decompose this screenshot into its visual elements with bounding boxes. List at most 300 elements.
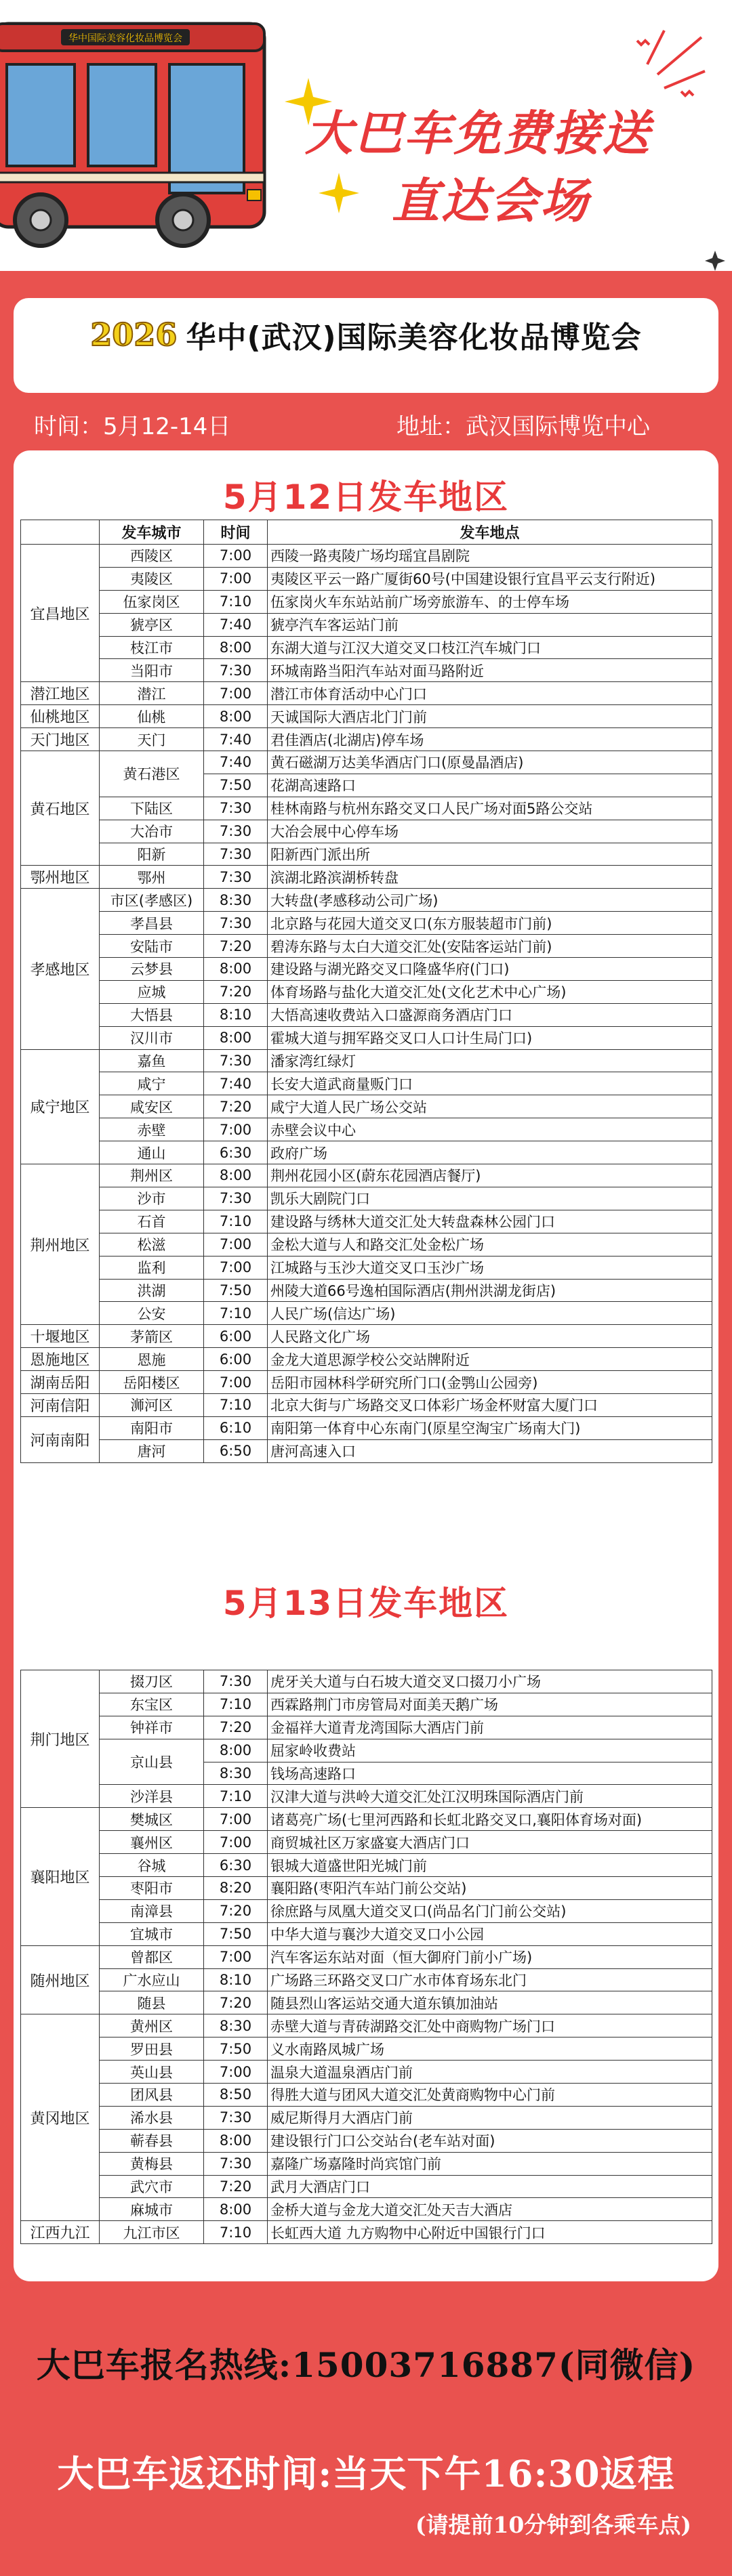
- location-cell: 银城大道盛世阳光城门前: [268, 1854, 712, 1877]
- table-row: [21, 1439, 712, 1462]
- location-cell: 滨湖北路滨湖桥转盘: [268, 866, 712, 889]
- city-cell: 唐河: [100, 1439, 204, 1462]
- location-cell: 诸葛亮广场(七里河西路和长虹北路交叉口,襄阳体育场对面): [268, 1808, 712, 1831]
- table-row: [21, 1118, 712, 1141]
- time-cell: 7:00: [204, 682, 268, 705]
- time-cell: 8:00: [204, 636, 268, 659]
- location-cell: 南阳第一体育中心东南门(原星空淘宝广场南大门): [268, 1416, 712, 1439]
- location-cell: 君佳酒店(北湖店)停车场: [268, 728, 712, 751]
- table-row: [21, 912, 712, 935]
- time-cell: 7:00: [204, 545, 268, 568]
- location-cell: 西陵一路夷陵广场均瑶宜昌剧院: [268, 545, 712, 568]
- table-row: [21, 1945, 712, 1968]
- location-cell: 霍城大道与拥军路交叉口人口计生局门口): [268, 1026, 712, 1049]
- city-cell: 黄州区: [100, 2014, 204, 2037]
- region-cell: 黄冈地区: [21, 2014, 100, 2221]
- time-cell: 8:50: [204, 2084, 268, 2107]
- city-cell: 嘉鱼: [100, 1049, 204, 1072]
- city-cell: 天门: [100, 728, 204, 751]
- table-row: [21, 1141, 712, 1164]
- table-row: [21, 1003, 712, 1026]
- table-row: [21, 1670, 712, 1693]
- city-cell: 大悟县: [100, 1003, 204, 1026]
- location-cell: 北京大街与广场路交叉口体彩广场金杯财富大厦门口: [268, 1393, 712, 1416]
- city-cell: 广水应山: [100, 1968, 204, 1991]
- table-row: [21, 1808, 712, 1831]
- city-cell: 岳阳楼区: [100, 1371, 204, 1394]
- time-cell: 7:00: [204, 1808, 268, 1831]
- region-cell: 随州地区: [21, 1945, 100, 2014]
- slogan-line-2: 直达会场: [392, 173, 590, 229]
- table-row: [21, 889, 712, 912]
- time-cell: 7:30: [204, 820, 268, 843]
- table-row: [21, 1899, 712, 1922]
- city-cell: 黄梅县: [100, 2152, 204, 2175]
- table-row: [21, 751, 712, 774]
- day2-section-title: 5月13日发车地区: [222, 1584, 510, 1623]
- city-cell: 曾都区: [100, 1945, 204, 1968]
- location-cell: 襄阳路(枣阳汽车站门前公交站): [268, 1877, 712, 1900]
- city-cell: 监利: [100, 1256, 204, 1279]
- city-cell: 茅箭区: [100, 1325, 204, 1348]
- location-cell: 虎牙关大道与白石坡大道交叉口掇刀小广场: [268, 1670, 712, 1693]
- table-row: [21, 2175, 712, 2198]
- time-cell: 7:00: [204, 1945, 268, 1968]
- return-time: 大巴车返还时间:当天下午16:30返程: [57, 2452, 675, 2495]
- svg-text:华中国际美容化妆品博览会: 华中国际美容化妆品博览会: [68, 33, 182, 44]
- table-row: [21, 1991, 712, 2014]
- city-cell: 黄石港区: [100, 751, 204, 797]
- time-cell: 8:00: [204, 1164, 268, 1187]
- table-row: [21, 2037, 712, 2061]
- table-row: [21, 980, 712, 1003]
- top-banner: [0, 0, 732, 271]
- time-cell: 7:30: [204, 2106, 268, 2129]
- city-cell: 浠水县: [100, 2106, 204, 2129]
- city-cell: 鄂州: [100, 866, 204, 889]
- table-row: [21, 2221, 712, 2244]
- location-cell: 咸宁大道人民广场公交站: [268, 1095, 712, 1118]
- time-cell: 7:20: [204, 2175, 268, 2198]
- city-cell: 伍家岗区: [100, 590, 204, 613]
- location-cell: 荆州花园小区(蔚东花园酒店餐厅): [268, 1164, 712, 1187]
- location-cell: 钱场高速路口: [268, 1762, 712, 1785]
- table-row: [21, 2106, 712, 2129]
- city-cell: 仙桃: [100, 705, 204, 728]
- city-cell: 随县: [100, 1991, 204, 2014]
- time-cell: 7:30: [204, 866, 268, 889]
- region-cell: 孝感地区: [21, 889, 100, 1049]
- table-row: [21, 2198, 712, 2221]
- time-cell: 6:00: [204, 1348, 268, 1371]
- location-cell: 大转盘(孝感移动公司广场): [268, 889, 712, 912]
- location-cell: 岳阳市园林科学研究所门口(金鹗山公园旁): [268, 1371, 712, 1394]
- city-cell: 枣阳市: [100, 1877, 204, 1900]
- table-row: [21, 1693, 712, 1716]
- time-cell: 7:10: [204, 1393, 268, 1416]
- table-row: [21, 1210, 712, 1233]
- table-row: [21, 728, 712, 751]
- time-cell: 7:50: [204, 774, 268, 797]
- arrival-note: (请提前10分钟到各乘车点): [415, 2512, 691, 2538]
- city-cell: 西陵区: [100, 545, 204, 568]
- location-cell: 夷陵区平云一路广厦街60号(中国建设银行宜昌平云支行附近): [268, 567, 712, 590]
- table-row: [21, 705, 712, 728]
- time-cell: 7:00: [204, 2061, 268, 2084]
- location-cell: 政府广场: [268, 1141, 712, 1164]
- city-cell: 当阳市: [100, 659, 204, 682]
- time-cell: 7:30: [204, 1049, 268, 1072]
- city-cell: 汉川市: [100, 1026, 204, 1049]
- time-cell: 7:50: [204, 1279, 268, 1302]
- location-cell: 中华大道与襄沙大道交叉口小公园: [268, 1922, 712, 1945]
- region-cell: 江西九江: [21, 2221, 100, 2244]
- time-cell: 7:40: [204, 728, 268, 751]
- location-cell: 义水南路凤城广场: [268, 2037, 712, 2061]
- time-cell: 8:00: [204, 1739, 268, 1762]
- table-row: [21, 797, 712, 820]
- region-cell: 宜昌地区: [21, 545, 100, 682]
- location-cell: 唐河高速入口: [268, 1439, 712, 1462]
- city-cell: 谷城: [100, 1854, 204, 1877]
- time-cell: 7:10: [204, 590, 268, 613]
- location-cell: 北京路与花园大道交叉口(东方服装超市门前): [268, 912, 712, 935]
- time-cell: 7:00: [204, 1371, 268, 1394]
- location-cell: 碧涛东路与太白大道交汇处(安陆客运站门前): [268, 935, 712, 958]
- city-cell: 石首: [100, 1210, 204, 1233]
- location-cell: 江城路与玉沙大道交叉口玉沙广场: [268, 1256, 712, 1279]
- table-row: [21, 1371, 712, 1394]
- time-cell: 7:00: [204, 567, 268, 590]
- city-cell: 松滋: [100, 1233, 204, 1256]
- location-cell: 赤壁会议中心: [268, 1118, 712, 1141]
- city-cell: 沙洋县: [100, 1785, 204, 1808]
- table-row: [21, 1072, 712, 1095]
- region-cell: 十堰地区: [21, 1325, 100, 1348]
- star-decoration-icon: [705, 251, 725, 271]
- table-row: [21, 1416, 712, 1439]
- city-cell: 英山县: [100, 2061, 204, 2084]
- region-cell: 咸宁地区: [21, 1049, 100, 1164]
- time-cell: 7:30: [204, 1670, 268, 1693]
- location-cell: 伍家岗火车东站站前广场旁旅游车、的士停车场: [268, 590, 712, 613]
- location-cell: 徐庶路与凤凰大道交叉口(尚品名门门前公交站): [268, 1899, 712, 1922]
- location-cell: 建设路与湖光路交叉口隆盛华府(门口): [268, 958, 712, 981]
- day2-schedule-table: [20, 1670, 712, 2244]
- time-cell: 6:30: [204, 1854, 268, 1877]
- city-cell: 钟祥市: [100, 1716, 204, 1739]
- region-cell: 荆门地区: [21, 1670, 100, 1808]
- city-cell: 蕲春县: [100, 2129, 204, 2152]
- location-cell: 凯乐大剧院门口: [268, 1187, 712, 1210]
- city-cell: 武穴市: [100, 2175, 204, 2198]
- table-row: [21, 636, 712, 659]
- city-cell: 咸宁: [100, 1072, 204, 1095]
- time-cell: 7:10: [204, 1693, 268, 1716]
- time-cell: 6:10: [204, 1416, 268, 1439]
- expo-title: 华中(武汉)国际美容化妆品博览会: [186, 320, 642, 355]
- location-cell: 得胜大道与团风大道交汇处黄商购物中心门前: [268, 2084, 712, 2107]
- time-cell: 6:50: [204, 1439, 268, 1462]
- location-cell: 金福祥大道青龙湾国际大酒店门前: [268, 1716, 712, 1739]
- table-row: [21, 1877, 712, 1900]
- time-cell: 7:20: [204, 1991, 268, 2014]
- city-cell: 荆州区: [100, 1164, 204, 1187]
- location-cell: 汽车客运东站对面（恒大御府门前小广场): [268, 1945, 712, 1968]
- region-cell: 天门地区: [21, 728, 100, 751]
- location-cell: 潘家湾红绿灯: [268, 1049, 712, 1072]
- time-cell: 7:20: [204, 1899, 268, 1922]
- time-cell: 8:00: [204, 1026, 268, 1049]
- location-cell: 潜江市体育活动中心门口: [268, 682, 712, 705]
- time-cell: 7:20: [204, 1095, 268, 1118]
- city-cell: 罗田县: [100, 2037, 204, 2061]
- time-cell: 8:10: [204, 1968, 268, 1991]
- city-cell: 沙市: [100, 1187, 204, 1210]
- city-cell: 下陆区: [100, 797, 204, 820]
- time-cell: 6:00: [204, 1325, 268, 1348]
- city-cell: 市区(孝感区): [100, 889, 204, 912]
- time-cell: 7:20: [204, 980, 268, 1003]
- time-cell: 7:30: [204, 659, 268, 682]
- table-row: [21, 613, 712, 636]
- location-cell: 建设银行门口公交站台(老车站对面): [268, 2129, 712, 2152]
- city-cell: 东宝区: [100, 1693, 204, 1716]
- location-cell: 武月大酒店门口: [268, 2175, 712, 2198]
- header-city: 发车城市: [100, 520, 204, 545]
- time-cell: 7:40: [204, 751, 268, 774]
- table-row: [21, 1302, 712, 1325]
- sparkle-icon: [319, 173, 359, 213]
- city-cell: 京山县: [100, 1739, 204, 1785]
- table-row: [21, 545, 712, 568]
- time-cell: 8:00: [204, 2198, 268, 2221]
- table-row: [21, 1922, 712, 1945]
- time-cell: 7:00: [204, 1831, 268, 1854]
- table-row: [21, 2061, 712, 2084]
- location-cell: 广场路三环路交叉口广水市体育场东北门: [268, 1968, 712, 1991]
- time-cell: 7:10: [204, 2221, 268, 2244]
- time-cell: 7:40: [204, 613, 268, 636]
- city-cell: 咸安区: [100, 1095, 204, 1118]
- time-cell: 8:30: [204, 2014, 268, 2037]
- location-cell: 环城南路当阳汽车站对面马路附近: [268, 659, 712, 682]
- time-cell: 7:30: [204, 843, 268, 866]
- city-cell: 洪湖: [100, 1279, 204, 1302]
- city-cell: 应城: [100, 980, 204, 1003]
- location-cell: 汉津大道与洪岭大道交汇处江汉明珠国际酒店门前: [268, 1785, 712, 1808]
- time-cell: 7:30: [204, 1187, 268, 1210]
- table-row: [21, 590, 712, 613]
- time-cell: 7:40: [204, 1072, 268, 1095]
- table-row: [21, 1325, 712, 1348]
- city-cell: 孝昌县: [100, 912, 204, 935]
- time-cell: 8:20: [204, 1877, 268, 1900]
- region-cell: 荆州地区: [21, 1164, 100, 1325]
- table-row: [21, 1348, 712, 1371]
- table-row: [21, 1968, 712, 1991]
- table-row: [21, 682, 712, 705]
- signup-hotline: 大巴车报名热线:15003716887(同微信): [36, 2345, 696, 2385]
- time-cell: 8:30: [204, 889, 268, 912]
- city-cell: 樊城区: [100, 1808, 204, 1831]
- region-cell: 鄂州地区: [21, 866, 100, 889]
- slogan-line-1: 大巴车免费接送: [305, 106, 651, 161]
- time-cell: 7:00: [204, 1256, 268, 1279]
- table-row: [21, 958, 712, 981]
- table-row: [21, 1279, 712, 1302]
- region-cell: 湖南岳阳: [21, 1371, 100, 1394]
- table-row: [21, 1393, 712, 1416]
- table-row: [21, 1233, 712, 1256]
- day1-schedule-table: [20, 520, 712, 1463]
- table-row: [21, 1049, 712, 1072]
- city-cell: 猇亭区: [100, 613, 204, 636]
- location-cell: 建设路与绣林大道交汇处大转盘森林公园门口: [268, 1210, 712, 1233]
- location-cell: 温泉大道温泉酒店门前: [268, 2061, 712, 2084]
- event-address: 地址：武汉国际博览中心: [396, 413, 650, 440]
- time-cell: 7:10: [204, 1302, 268, 1325]
- table-row: [21, 567, 712, 590]
- city-cell: 通山: [100, 1141, 204, 1164]
- time-cell: 8:30: [204, 1762, 268, 1785]
- burst-decoration-icon: [634, 24, 708, 98]
- city-cell: 掇刀区: [100, 1670, 204, 1693]
- time-cell: 8:00: [204, 705, 268, 728]
- location-cell: 黄石磁湖万达美华酒店门口(原曼晶酒店): [268, 751, 712, 774]
- city-cell: 南漳县: [100, 1899, 204, 1922]
- time-cell: 7:10: [204, 1210, 268, 1233]
- location-cell: 长安大道武商量贩门口: [268, 1072, 712, 1095]
- location-cell: 猇亭汽车客运站门前: [268, 613, 712, 636]
- city-cell: 赤壁: [100, 1118, 204, 1141]
- city-cell: 九江市区: [100, 2221, 204, 2244]
- table-row: [21, 1187, 712, 1210]
- location-cell: 西霖路荆门市房管局对面美天鹅广场: [268, 1693, 712, 1716]
- time-cell: 7:30: [204, 797, 268, 820]
- city-cell: 夷陵区: [100, 567, 204, 590]
- location-cell: 长虹西大道 九方购物中心附近中国银行门口: [268, 2221, 712, 2244]
- city-cell: 浉河区: [100, 1393, 204, 1416]
- table-row: [21, 843, 712, 866]
- region-cell: 恩施地区: [21, 1348, 100, 1371]
- location-cell: 桂林南路与杭州东路交叉口人民广场对面5路公交站: [268, 797, 712, 820]
- table-row: [21, 1854, 712, 1877]
- table-row: [21, 1739, 712, 1762]
- location-cell: 州陵大道66号逸柏国际酒店(荆州洪湖龙街店): [268, 1279, 712, 1302]
- region-cell: 河南信阳: [21, 1393, 100, 1416]
- city-cell: 安陆市: [100, 935, 204, 958]
- time-cell: 7:20: [204, 1716, 268, 1739]
- city-cell: 大冶市: [100, 820, 204, 843]
- location-cell: 大悟高速收费站入口盛源商务酒店门口: [268, 1003, 712, 1026]
- table-row: [21, 866, 712, 889]
- city-cell: 南阳市: [100, 1416, 204, 1439]
- city-cell: 宜城市: [100, 1922, 204, 1945]
- header-location: 发车地点: [268, 520, 712, 545]
- location-cell: 大冶会展中心停车场: [268, 820, 712, 843]
- region-cell: 黄石地区: [21, 751, 100, 866]
- table-row: [21, 2014, 712, 2037]
- year-badge: 2026: [90, 316, 178, 353]
- time-cell: 7:10: [204, 1785, 268, 1808]
- time-cell: 8:10: [204, 1003, 268, 1026]
- city-cell: 恩施: [100, 1348, 204, 1371]
- time-cell: 6:30: [204, 1141, 268, 1164]
- location-cell: 屈家岭收费站: [268, 1739, 712, 1762]
- location-cell: 随县烈山客运站交通大道东镇加油站: [268, 1991, 712, 2014]
- table-row: [21, 1026, 712, 1049]
- table-row: [21, 1831, 712, 1854]
- location-cell: 人民路文化广场: [268, 1325, 712, 1348]
- location-cell: 金桥大道与金龙大道交汇处天吉大酒店: [268, 2198, 712, 2221]
- region-cell: 潜江地区: [21, 682, 100, 705]
- table-row: [21, 820, 712, 843]
- bus-illustration: [0, 17, 271, 254]
- header-region: [21, 520, 100, 545]
- time-cell: 7:50: [204, 1922, 268, 1945]
- time-cell: 7:20: [204, 935, 268, 958]
- expo-title-card: [14, 298, 718, 393]
- time-cell: 8:00: [204, 2129, 268, 2152]
- table-row: [21, 1164, 712, 1187]
- city-cell: 团风县: [100, 2084, 204, 2107]
- city-cell: 公安: [100, 1302, 204, 1325]
- location-cell: 天诚国际大酒店北门门前: [268, 705, 712, 728]
- table-row: [21, 1095, 712, 1118]
- location-cell: 嘉隆广场嘉隆时尚宾馆门前: [268, 2152, 712, 2175]
- location-cell: 金龙大道思源学校公交站牌附近: [268, 1348, 712, 1371]
- time-cell: 8:00: [204, 958, 268, 981]
- region-cell: 河南南阳: [21, 1416, 100, 1462]
- region-cell: 仙桃地区: [21, 705, 100, 728]
- city-cell: 云梦县: [100, 958, 204, 981]
- city-cell: 襄州区: [100, 1831, 204, 1854]
- table-row: [21, 2084, 712, 2107]
- city-cell: 麻城市: [100, 2198, 204, 2221]
- location-cell: 体育场路与盐化大道交汇处(文化艺术中心广场): [268, 980, 712, 1003]
- location-cell: 阳新西门派出所: [268, 843, 712, 866]
- table-row: [21, 935, 712, 958]
- table-row: [21, 2129, 712, 2152]
- city-cell: 枝江市: [100, 636, 204, 659]
- location-cell: 赤壁大道与青砖湖路交汇处中商购物广场门口: [268, 2014, 712, 2037]
- table-row: [21, 2152, 712, 2175]
- day1-section-title: 5月12日发车地区: [222, 478, 510, 517]
- table-row: [21, 1785, 712, 1808]
- location-cell: 金松大道与人和路交汇处金松广场: [268, 1233, 712, 1256]
- time-cell: 7:30: [204, 912, 268, 935]
- time-cell: 7:50: [204, 2037, 268, 2061]
- table-row: [21, 1256, 712, 1279]
- location-cell: 商贸城社区万家盛宴大酒店门口: [268, 1831, 712, 1854]
- event-info: [0, 400, 732, 447]
- city-cell: 潜江: [100, 682, 204, 705]
- table-row: [21, 659, 712, 682]
- time-cell: 7:00: [204, 1118, 268, 1141]
- time-cell: 7:00: [204, 1233, 268, 1256]
- event-time: 时间：5月12-14日: [34, 413, 231, 440]
- table-row: [21, 1716, 712, 1739]
- header-time: 时间: [204, 520, 268, 545]
- location-cell: 东湖大道与江汉大道交叉口枝江汽车城门口: [268, 636, 712, 659]
- city-cell: 阳新: [100, 843, 204, 866]
- location-cell: 花湖高速路口: [268, 774, 712, 797]
- region-cell: 襄阳地区: [21, 1808, 100, 1945]
- time-cell: 7:30: [204, 2152, 268, 2175]
- location-cell: 人民广场(信达广场): [268, 1302, 712, 1325]
- location-cell: 威尼斯得月大酒店门前: [268, 2106, 712, 2129]
